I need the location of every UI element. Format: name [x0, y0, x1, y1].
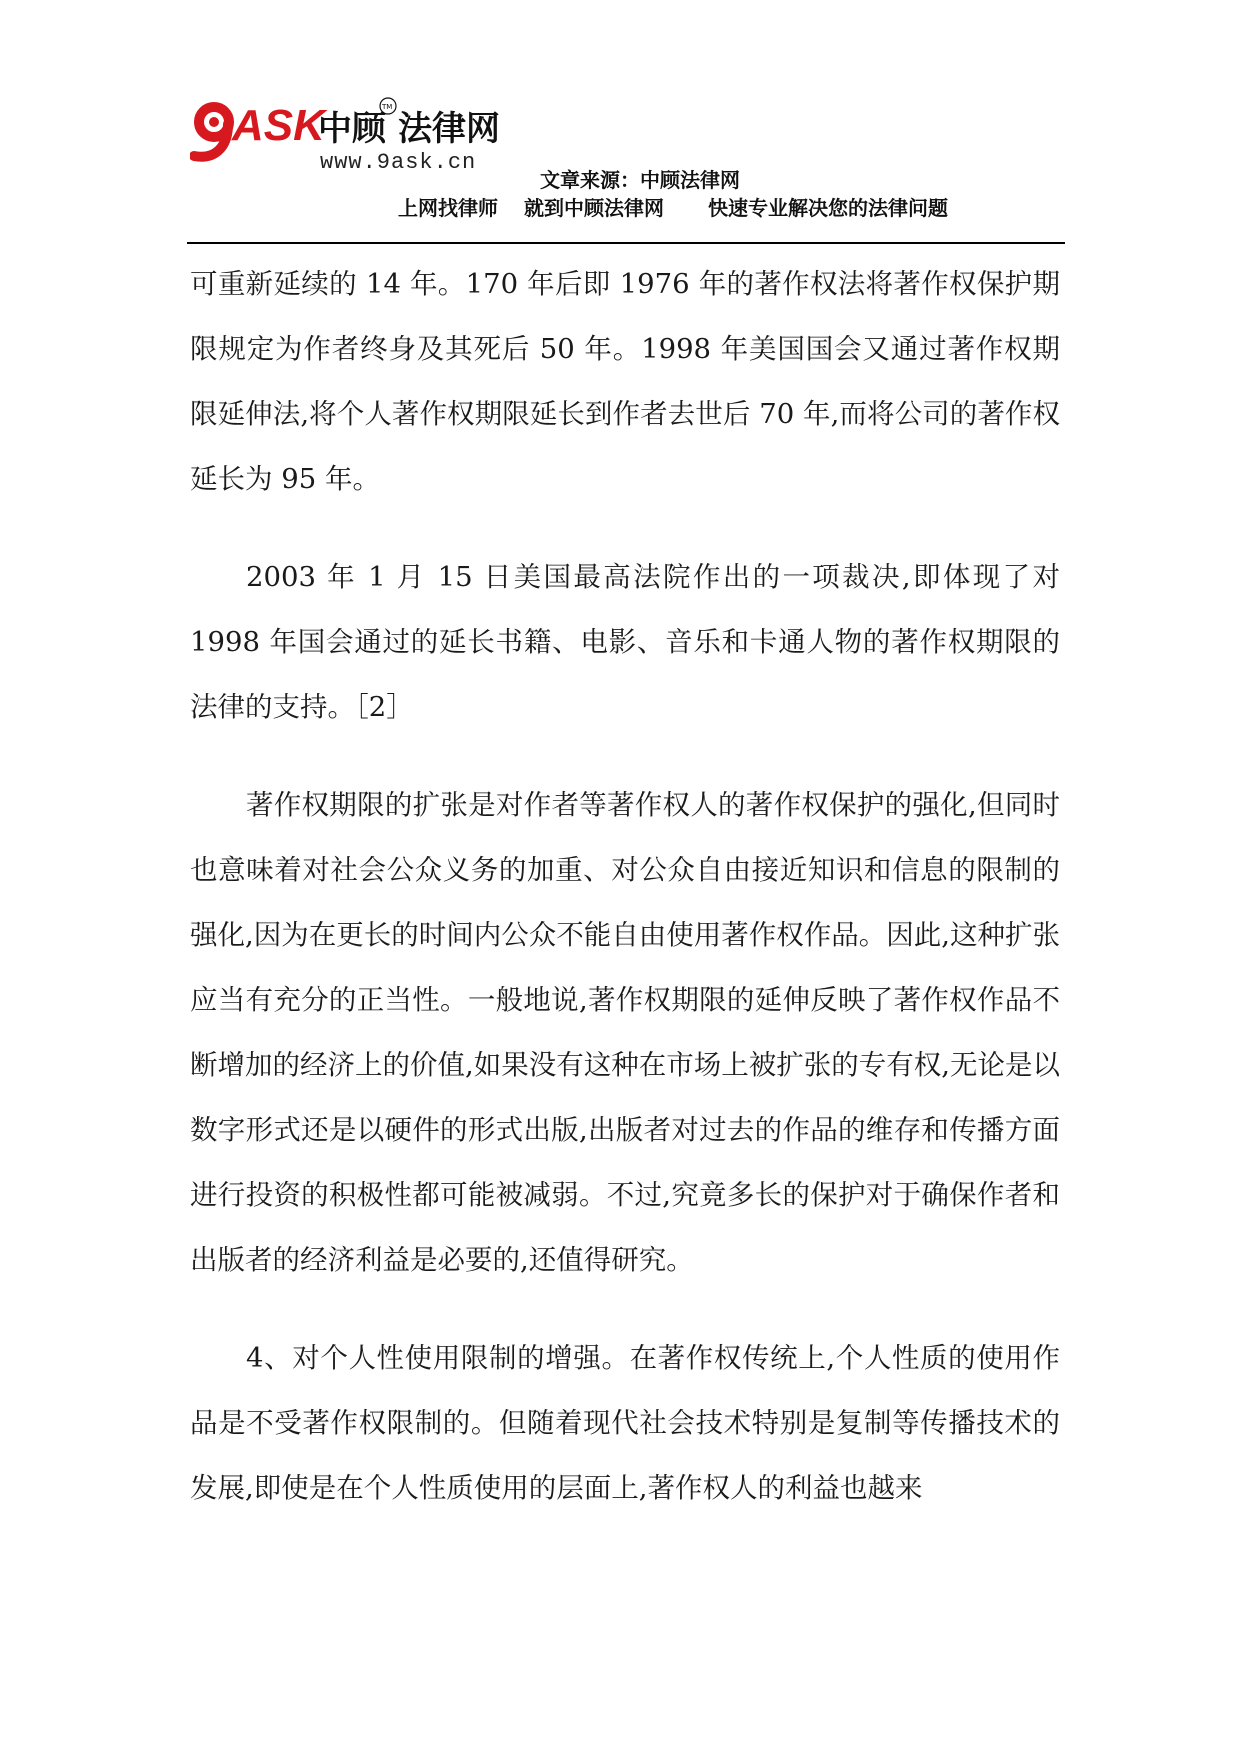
- site-logo[interactable]: [190, 96, 520, 186]
- svg-text:ASK: ASK: [232, 101, 325, 150]
- header-divider: [187, 242, 1065, 244]
- article-body: [190, 252, 1060, 1521]
- logo-url: www.9ask.cn: [320, 150, 477, 175]
- header-slogan: [398, 192, 948, 221]
- svg-text:TM: TM: [382, 103, 393, 111]
- paragraph-3: 著作权期限的扩张是对作者等著作权人的著作权保护的强化,但同时也意味着对社会公众义务的加重、对公众自由接近知识和信息的限制的强化,因为在更长的时间内公众不能自由使用著作权作品。因此,这种扩张应当有充分的正当性。一般地说,著作权期限的延伸反映了著作权作品不断增加的经济上的价值,如果没有这种在市场上被扩张的专有权,无论是以数字形式还是以硬件的形式出版,出版者对过去的作品的维存和传播方面进行投资的积极性都可能被减弱。不过,究竟多长的保护对于确保作者和出版者的经济利益是必要的,还值得研究。: [190, 789, 1060, 1276]
- slogan-fast-solution: 快速专业解决您的法律问题: [708, 196, 948, 220]
- paragraph-4: 4、对个人性使用限制的增强。在著作权传统上,个人性质的使用作品是不受著作权限制的。但随着现代社会技术特别是复制等传播技术的发展,即使是在个人性质使用的层面上,著作权人的利益也越来: [190, 1342, 1060, 1504]
- svg-text:法律网: 法律网: [398, 109, 500, 149]
- paragraph-2: 2003 年 1 月 15 日美国最高法院作出的一项裁决,即体现了对 1998 年国会通过的延长书籍、电影、音乐和卡通人物的著作权期限的法律的支持。［2］: [190, 561, 1060, 723]
- page-header: [190, 96, 1070, 246]
- paragraph-1: 可重新延续的 14 年。170 年后即 1976 年的著作权法将著作权保护期限规定为作者终身及其死后 50 年。1998 年美国国会又通过著作权期限延伸法,将个人著作权期限延长到作者去世后 70 年,而将公司的著作权延长为 95 年。: [190, 268, 1060, 495]
- svg-text:中顾: 中顾: [318, 109, 386, 149]
- article-source: 文章来源：中顾法律网: [540, 168, 740, 192]
- slogan-find-lawyer: 上网找律师: [398, 196, 498, 220]
- slogan-go-site: 就到中顾法律网: [524, 196, 664, 220]
